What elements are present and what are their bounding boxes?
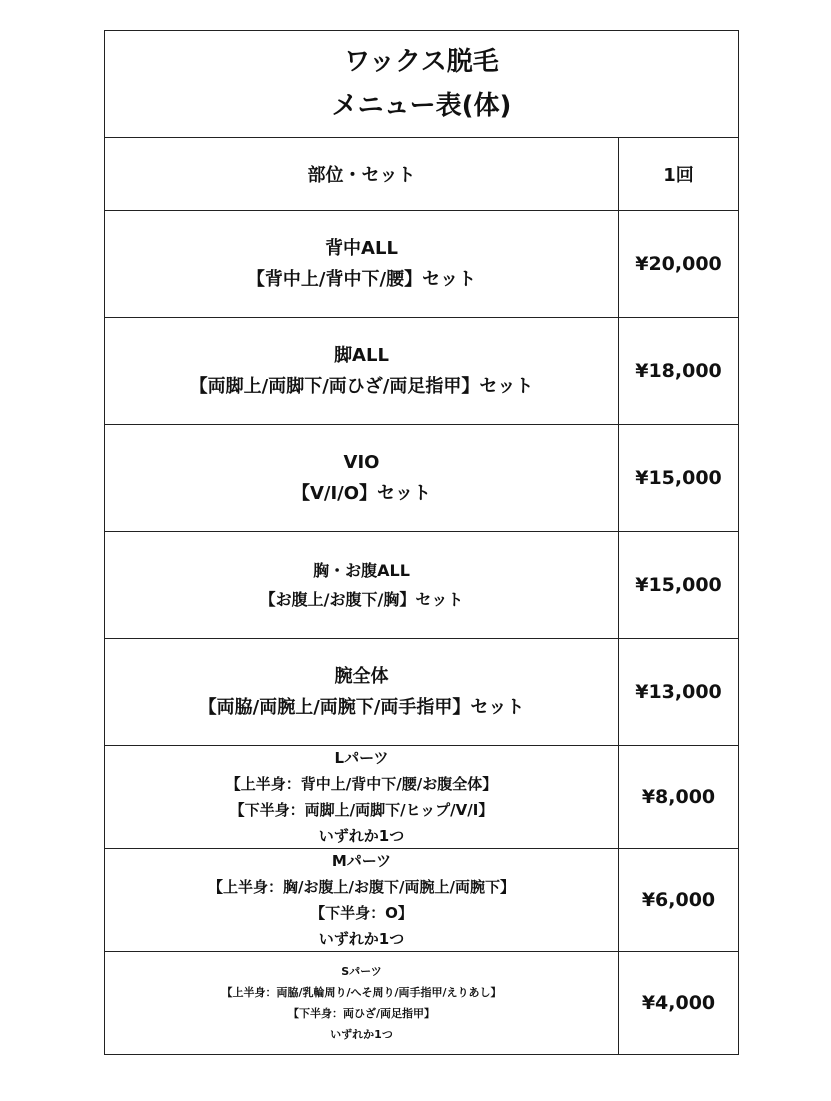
- part-detail: 【お腹上/お腹下/胸】セット: [259, 590, 464, 609]
- price-cell: ¥15,000: [635, 467, 722, 489]
- price-cell: ¥8,000: [641, 786, 716, 808]
- table-row: [105, 532, 738, 639]
- part-name: 胸・お腹ALL: [313, 561, 410, 580]
- header-price: 1回: [663, 165, 694, 186]
- part-cell: [105, 318, 619, 424]
- table-row: [105, 318, 738, 425]
- part-lower: 【下半身：O】: [310, 904, 413, 922]
- title-line-1: ワックス脱毛: [344, 47, 499, 77]
- part-name: Lパーツ: [334, 749, 389, 767]
- header-part: 部位・セット: [105, 138, 619, 210]
- table-header-row: [105, 138, 738, 211]
- part-name: 腕全体: [334, 666, 389, 687]
- part-cell: [105, 639, 619, 745]
- price-cell: ¥15,000: [635, 574, 722, 596]
- part-note: いずれか1つ: [318, 827, 405, 845]
- part-cell: [105, 952, 619, 1054]
- part-lower: 【下半身：両ひざ/両足指甲】: [287, 1007, 436, 1020]
- part-upper: 【上半身：胸/お腹上/お腹下/両腕上/両腕下】: [208, 878, 515, 896]
- menu-table: [104, 30, 739, 1055]
- part-detail: 【背中上/背中下/腰】セット: [246, 269, 477, 290]
- part-detail: 【V/I/O】セット: [291, 483, 432, 504]
- part-name: 脚ALL: [334, 345, 389, 366]
- table-row: [105, 211, 738, 318]
- table-row: [105, 425, 738, 532]
- part-cell: [105, 425, 619, 531]
- part-name: VIO: [343, 452, 380, 473]
- menu-title: [105, 31, 738, 138]
- price-cell: ¥20,000: [635, 253, 722, 275]
- part-cell: [105, 532, 619, 638]
- price-cell: ¥13,000: [635, 681, 722, 703]
- price-cell: ¥6,000: [641, 889, 716, 911]
- part-cell: [105, 849, 619, 951]
- table-row: [105, 639, 738, 746]
- part-name: 背中ALL: [325, 238, 398, 259]
- part-cell: [105, 211, 619, 317]
- price-cell: ¥18,000: [635, 360, 722, 382]
- part-upper: 【上半身：両脇/乳輪周り/へそ周り/両手指甲/えりあし】: [221, 986, 502, 999]
- price-cell: ¥4,000: [641, 992, 716, 1014]
- part-name: Mパーツ: [331, 852, 392, 870]
- table-row: [105, 746, 738, 849]
- part-note: いずれか1つ: [330, 1028, 393, 1041]
- title-line-2: メニュー表(体): [331, 91, 512, 121]
- part-detail: 【両脚上/両脚下/両ひざ/両足指甲】セット: [189, 376, 534, 397]
- part-name: Sパーツ: [341, 965, 382, 978]
- part-note: いずれか1つ: [318, 930, 405, 948]
- table-row: [105, 952, 738, 1054]
- part-upper: 【上半身：背中上/背中下/腰/お腹全体】: [225, 775, 498, 793]
- table-row: [105, 849, 738, 952]
- part-detail: 【両脇/両腕上/両腕下/両手指甲】セット: [198, 697, 525, 718]
- part-cell: [105, 746, 619, 848]
- part-lower: 【下半身：両脚上/両脚下/ヒップ/V/I】: [229, 801, 494, 819]
